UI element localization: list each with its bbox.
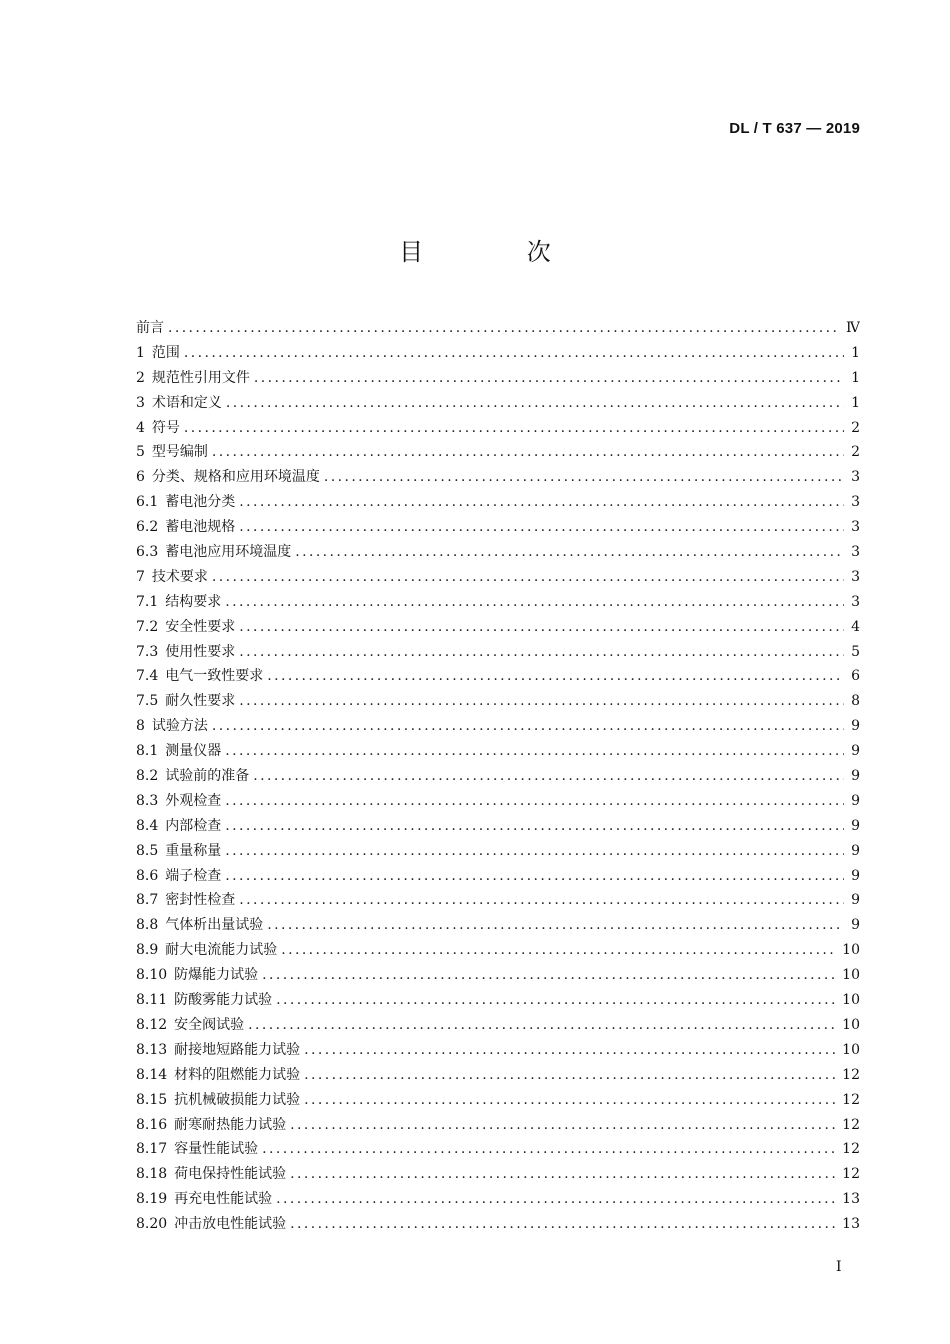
toc-entry-label: 安全性要求 <box>165 618 236 635</box>
toc-entry-label: 耐接地短路能力试验 <box>174 1041 301 1058</box>
toc-entry-label: 抗机械破损能力试验 <box>174 1091 301 1108</box>
toc-entry-number: 8.10 <box>136 967 168 984</box>
toc-entry[interactable] <box>136 416 860 441</box>
toc-entry-page: 12 <box>842 1141 860 1158</box>
toc-leader-dots <box>239 515 844 540</box>
toc-leader-dots <box>239 615 844 640</box>
toc-entry-page: 10 <box>842 1016 860 1033</box>
toc-entry-label: 术语和定义 <box>151 394 222 411</box>
toc-entry-page: 9 <box>851 768 860 785</box>
toc-leader-dots <box>262 963 836 988</box>
toc-entry-page: 6 <box>851 668 860 685</box>
standard-code: DL / T 637 — 2019 <box>729 120 860 137</box>
toc-leader-dots <box>225 789 844 814</box>
toc-entry[interactable] <box>136 664 860 689</box>
toc-leader-dots <box>304 1063 836 1088</box>
toc-entry-label: 型号编制 <box>151 444 208 461</box>
toc-entry-number: 8.11 <box>136 992 168 1009</box>
toc-entry-number: 8.8 <box>136 917 159 934</box>
toc-entry[interactable] <box>136 465 860 490</box>
toc-entry[interactable] <box>136 814 860 839</box>
toc-entry-number: 8.18 <box>136 1166 168 1183</box>
toc-entry-page: 5 <box>851 643 860 660</box>
toc-entry-label: 蓄电池应用环境温度 <box>165 544 292 561</box>
toc-entry[interactable] <box>136 615 860 640</box>
toc-entry-page: 9 <box>851 743 860 760</box>
toc-entry-number: 8.16 <box>136 1116 168 1133</box>
toc-entry[interactable] <box>136 1162 860 1187</box>
toc-entry-label: 规范性引用文件 <box>151 369 250 386</box>
toc-leader-dots <box>267 664 844 689</box>
toc-entry-number: 3 <box>136 394 145 411</box>
toc-entry[interactable] <box>136 1063 860 1088</box>
toc-entry-page: 2 <box>851 444 860 461</box>
toc-entry-label: 密封性检查 <box>165 892 236 909</box>
toc-entry-number: 8.9 <box>136 942 159 959</box>
toc-entry[interactable] <box>136 341 860 366</box>
toc-entry[interactable] <box>136 888 860 913</box>
toc-entry-number: 7.3 <box>136 643 159 660</box>
toc-entry-page: 12 <box>842 1166 860 1183</box>
toc-entry-number: 8.1 <box>136 743 159 760</box>
toc-entry-page: Ⅳ <box>846 320 860 336</box>
toc-entry[interactable] <box>136 988 860 1013</box>
toc-leader-dots <box>239 689 844 714</box>
toc-entry-page: 8 <box>851 693 860 710</box>
toc-entry-page: 1 <box>851 394 860 411</box>
toc-leader-dots <box>225 839 844 864</box>
toc-entry-label: 冲击放电性能试验 <box>174 1216 287 1233</box>
toc-entry-number: 7.5 <box>136 693 159 710</box>
toc-entry-page: 4 <box>851 618 860 635</box>
toc-entry-label: 使用性要求 <box>165 643 236 660</box>
toc-entry-page: 3 <box>851 469 860 486</box>
toc-entry-label: 材料的阻燃能力试验 <box>174 1066 301 1083</box>
toc-entry-number: 7.2 <box>136 618 159 635</box>
toc-entry-number: 8.19 <box>136 1191 168 1208</box>
toc-entry-number: 8.7 <box>136 892 159 909</box>
toc-entry-label: 内部检查 <box>165 817 222 834</box>
toc-entry[interactable] <box>136 316 860 341</box>
toc-entry[interactable] <box>136 565 860 590</box>
toc-entry-page: 3 <box>851 519 860 536</box>
toc-entry[interactable] <box>136 714 860 739</box>
toc-leader-dots <box>225 590 844 615</box>
toc-leader-dots <box>253 764 844 789</box>
toc-entry-page: 12 <box>842 1116 860 1133</box>
toc-entry-label: 外观检查 <box>165 792 222 809</box>
toc-entry[interactable] <box>136 739 860 764</box>
toc-entry[interactable] <box>136 366 860 391</box>
toc-entry-number: 8.17 <box>136 1141 168 1158</box>
toc-leader-dots <box>226 391 844 416</box>
toc-entry[interactable] <box>136 764 860 789</box>
toc-entry-number: 6.1 <box>136 494 159 511</box>
toc-entry-number: 2 <box>136 369 145 386</box>
toc-leader-dots <box>225 864 844 889</box>
toc-entry-page: 9 <box>851 917 860 934</box>
toc-entry-page: 3 <box>851 593 860 610</box>
toc-entry-page: 9 <box>851 867 860 884</box>
toc-entry-number: 8.13 <box>136 1041 168 1058</box>
toc-leader-dots <box>290 1162 836 1187</box>
toc-entry[interactable] <box>136 963 860 988</box>
toc-entry[interactable] <box>136 864 860 889</box>
toc-entry-number: 8 <box>136 718 145 735</box>
toc-leader-dots <box>239 640 844 665</box>
toc-entry-number: 7.4 <box>136 668 159 685</box>
toc-entry-page: 10 <box>842 967 860 984</box>
toc-leader-dots <box>276 1187 836 1212</box>
toc-entry-number: 6.3 <box>136 544 159 561</box>
toc-leader-dots <box>324 465 844 490</box>
toc-entry-label: 结构要求 <box>165 593 222 610</box>
toc-entry-page: 10 <box>842 992 860 1009</box>
toc-entry-page: 9 <box>851 792 860 809</box>
toc-entry-label: 技术要求 <box>151 568 208 585</box>
toc-entry-page: 3 <box>851 494 860 511</box>
toc-entry[interactable] <box>136 1113 860 1138</box>
toc-entry-page: 3 <box>851 544 860 561</box>
toc-entry-page: 1 <box>851 344 860 361</box>
toc-entry[interactable] <box>136 689 860 714</box>
toc-entry-label: 防酸雾能力试验 <box>174 992 273 1009</box>
toc-entry[interactable] <box>136 839 860 864</box>
toc-entry-page: 9 <box>851 892 860 909</box>
toc-leader-dots <box>262 1137 836 1162</box>
toc-entry-number: 8.12 <box>136 1016 168 1033</box>
toc-entry-page: 3 <box>851 568 860 585</box>
toc-entry-label: 再充电性能试验 <box>174 1191 273 1208</box>
toc-entry-label: 耐寒耐热能力试验 <box>174 1116 287 1133</box>
toc-entry-label: 耐久性要求 <box>165 693 236 710</box>
toc-entry[interactable] <box>136 938 860 963</box>
toc-entry[interactable] <box>136 1137 860 1162</box>
toc-entry-number: 4 <box>136 419 145 436</box>
toc-entry-label: 测量仪器 <box>165 743 222 760</box>
toc-entry-number: 1 <box>136 344 145 361</box>
toc-leader-dots <box>254 366 844 391</box>
toc-leader-dots <box>239 888 844 913</box>
toc-entry-page: 9 <box>851 718 860 735</box>
toc-leader-dots <box>248 1013 836 1038</box>
toc-leader-dots <box>212 565 844 590</box>
toc-entry-label: 重量称量 <box>165 842 222 859</box>
toc-entry-label: 荷电保持性能试验 <box>174 1166 287 1183</box>
toc-entry-label: 试验前的准备 <box>165 768 250 785</box>
toc-entry-number: 5 <box>136 444 145 461</box>
toc-entry[interactable] <box>136 590 860 615</box>
table-of-contents <box>136 316 860 1237</box>
toc-entry-page: 10 <box>842 942 860 959</box>
toc-leader-dots <box>281 938 836 963</box>
toc-entry[interactable] <box>136 490 860 515</box>
toc-entry[interactable] <box>136 1013 860 1038</box>
toc-entry-label: 端子检查 <box>165 867 222 884</box>
toc-entry-label: 安全阀试验 <box>174 1016 245 1033</box>
toc-entry[interactable] <box>136 913 860 938</box>
toc-entry-page: 9 <box>851 842 860 859</box>
toc-leader-dots <box>225 814 844 839</box>
toc-leader-dots <box>304 1038 836 1063</box>
toc-entry-label: 气体析出量试验 <box>165 917 264 934</box>
toc-entry-label: 范围 <box>151 344 180 361</box>
toc-entry-number: 8.5 <box>136 842 159 859</box>
toc-entry-label: 试验方法 <box>151 718 208 735</box>
toc-entry[interactable] <box>136 1212 860 1237</box>
toc-entry-label: 蓄电池规格 <box>165 519 236 536</box>
toc-entry-label: 蓄电池分类 <box>165 494 236 511</box>
toc-entry-label: 耐大电流能力试验 <box>165 942 278 959</box>
toc-leader-dots <box>290 1113 836 1138</box>
toc-entry-number: 6.2 <box>136 519 159 536</box>
toc-leader-dots <box>184 416 844 441</box>
toc-leader-dots <box>212 440 844 465</box>
toc-leader-dots <box>267 913 844 938</box>
toc-entry-number: 8.3 <box>136 792 159 809</box>
toc-entry[interactable] <box>136 1038 860 1063</box>
toc-leader-dots <box>225 739 844 764</box>
toc-entry-page: 2 <box>851 419 860 436</box>
toc-leader-dots <box>276 988 836 1013</box>
toc-leader-dots <box>168 316 840 341</box>
toc-entry-page: 1 <box>851 369 860 386</box>
toc-entry[interactable] <box>136 540 860 565</box>
toc-entry[interactable] <box>136 640 860 665</box>
toc-entry-label: 电气一致性要求 <box>165 668 264 685</box>
toc-entry-page: 12 <box>842 1066 860 1083</box>
toc-entry-number: 6 <box>136 469 145 486</box>
toc-entry[interactable] <box>136 1187 860 1212</box>
toc-entry-number: 7 <box>136 568 145 585</box>
toc-entry-page: 9 <box>851 817 860 834</box>
toc-entry-number: 7.1 <box>136 593 159 610</box>
toc-leader-dots <box>212 714 844 739</box>
toc-entry-label: 前言 <box>136 320 164 336</box>
toc-entry-number: 8.4 <box>136 817 159 834</box>
toc-entry[interactable] <box>136 1088 860 1113</box>
toc-entry[interactable] <box>136 789 860 814</box>
toc-entry-label: 符号 <box>151 419 180 436</box>
toc-leader-dots <box>239 490 844 515</box>
toc-entry[interactable] <box>136 440 860 465</box>
toc-entry-number: 8.2 <box>136 768 159 785</box>
toc-entry-number: 8.14 <box>136 1066 168 1083</box>
toc-title: 目 次 <box>399 238 599 266</box>
toc-entry-page: 13 <box>842 1216 860 1233</box>
toc-entry-label: 防爆能力试验 <box>174 967 259 984</box>
toc-leader-dots <box>184 341 844 366</box>
toc-entry-number: 8.20 <box>136 1216 168 1233</box>
toc-entry-page: 13 <box>842 1191 860 1208</box>
toc-entry-number: 8.6 <box>136 867 159 884</box>
toc-leader-dots <box>290 1212 836 1237</box>
toc-entry-label: 分类、规格和应用环境温度 <box>151 469 320 486</box>
toc-entry-page: 10 <box>842 1041 860 1058</box>
toc-entry-number: 8.15 <box>136 1091 168 1108</box>
toc-entry-page: 12 <box>842 1091 860 1108</box>
toc-entry-label: 容量性能试验 <box>174 1141 259 1158</box>
toc-leader-dots <box>304 1088 836 1113</box>
toc-entry[interactable] <box>136 391 860 416</box>
page-number: I <box>836 1259 842 1275</box>
toc-leader-dots <box>295 540 844 565</box>
toc-entry[interactable] <box>136 515 860 540</box>
